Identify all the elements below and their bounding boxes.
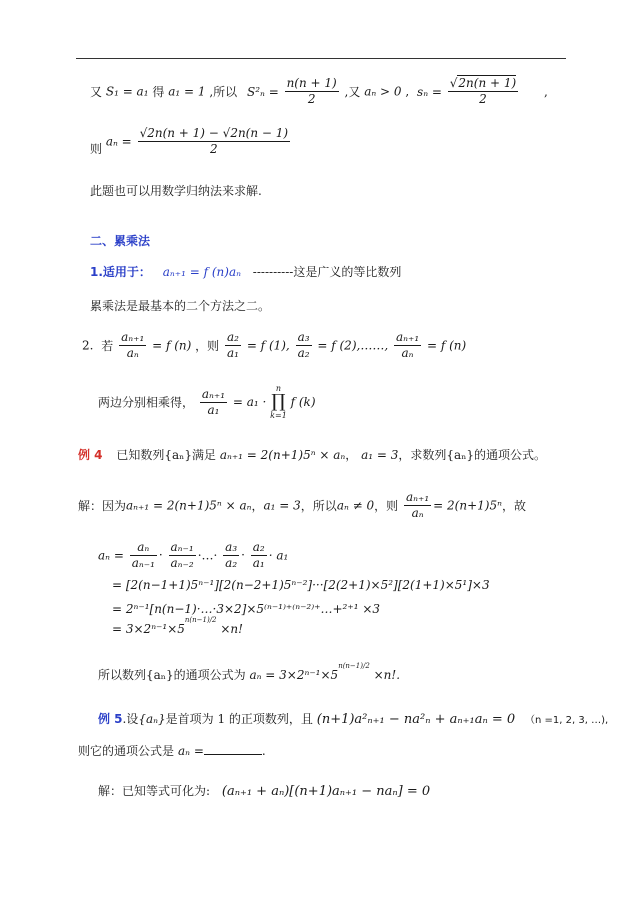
- text-ruo: 若: [101, 339, 114, 353]
- example-4-a1: a₁ = 3: [361, 448, 399, 462]
- item-1-formula: aₙ₊₁ = f (n)aₙ: [162, 265, 241, 279]
- solution-4-formula: aₙ₊₁ = 2(n+1)5ⁿ × aₙ: [126, 498, 252, 513]
- solution-5: 解：已知等式可化为: (aₙ₊₁ + aₙ)[(n+1)aₙ₊₁ − naₙ] = 0: [98, 784, 431, 799]
- fraction-an: $\frac{√2n(n + 1) - √2n(n - 1)}{2}$: [139, 126, 289, 156]
- fraction-r2: $\frac{\text{a₃}}{\text{a₂}}$: [297, 330, 310, 360]
- example-5-formula: (n+1)a²ₙ₊₁ − na²ₙ + aₙ₊₁aₙ = 0: [316, 712, 516, 727]
- conclusion: 所以数列{aₙ}的通项公式为 $a_n = 3\times 2^{n-1}\times 5^{n(n-1)/2} \times n$!.: [98, 662, 401, 682]
- text-ze: 则: [90, 142, 103, 156]
- text-suoyi: ,所以: [209, 85, 238, 99]
- text-de: 得: [152, 85, 165, 99]
- fraction-product: $\frac{\text{aₙ₊₁}}{\text{a₁}}$: [201, 386, 226, 417]
- product-rhs: = a₁ ·: [232, 395, 267, 409]
- text-basic-method: 累乘法是最基本的二个方法之二。: [90, 299, 271, 313]
- example-4-text1: 已知数列{aₙ}满足: [116, 448, 216, 462]
- formula-eq-fn: = f (n): [152, 338, 192, 353]
- formula-sn2: S²ₙ =: [246, 84, 279, 99]
- solution-4-fraction: $\frac{\text{aₙ₊₁}}{\text{aₙ}}$: [406, 490, 430, 520]
- example-5: 例 5.设{aₙ}是首项为 1 的正项数列，且 (n+1)a²ₙ₊₁ − na²ₙ + aₙ₊₁aₙ = 0 （n =1, 2, 3, …),: [98, 712, 609, 727]
- formula-eq-f2: = f (2),……,: [317, 338, 389, 353]
- section-title-2: 二、累乘法: [90, 234, 151, 248]
- chain-line-3: = 2ⁿ⁻¹[n(n−1)·…·3×2]×5⁽ⁿ⁻¹⁾⁺⁽ⁿ⁻²⁾⁺…+²⁺¹ ×3: [112, 602, 381, 616]
- formula-sn: sₙ =: [417, 84, 442, 99]
- product-fk: f (k): [290, 395, 316, 409]
- fraction-ratio: $\frac{\text{aₙ₊₁}}{\text{aₙ}}$: [121, 330, 145, 360]
- example-5-line-2: 则它的通项公式是 aₙ = .: [78, 744, 266, 758]
- solution-4: 解：因为aₙ₊₁ = 2(n+1)5ⁿ × aₙ，a₁ = 3，所以aₙ ≠ 0，则 $\frac{\text{aₙ₊₁}}{\text{aₙ}}$ = 2(n+1)5ⁿ，故: [78, 490, 526, 520]
- item-2: [82, 330, 466, 361]
- text-end-comma: ,: [544, 84, 548, 99]
- item-2-label: 2.: [82, 338, 94, 353]
- formula-an-positive: aₙ > 0: [364, 84, 402, 99]
- formula-eq-fn2: = f (n): [426, 338, 467, 353]
- text-comma: ,: [405, 84, 410, 99]
- example-4-formula: aₙ₊₁ = 2(n+1)5ⁿ × aₙ: [219, 448, 346, 462]
- item-1-label: 1.适用于：: [90, 265, 151, 279]
- example-5-label: 例 5: [98, 712, 123, 726]
- formula-an: aₙ =: [105, 134, 132, 149]
- fraction-sqrt: $\frac{√2n(n + 1)}{2}$: [449, 76, 517, 106]
- example-4-text3: ，求数列{aₙ}的通项公式。: [398, 448, 547, 462]
- formula-a1: a₁ = 1: [168, 84, 206, 99]
- text-ze-2: ，则: [195, 339, 220, 353]
- chain-line-1: aₙ = $\frac{\text{aₙ}}{\text{aₙ₋₁}}$ · $\frac{\text{aₙ₋₁}}{\text{aₙ₋₂}}$ ·…· $\frac{\text{a₃}}{\text{a₂}}$ · $\frac{\text{a₂}}{\text{a₁}}$ · a₁: [98, 540, 289, 570]
- answer-blank: [204, 744, 262, 755]
- product-line: [98, 384, 316, 420]
- item-1-note: ----------这是广义的等比数列: [252, 265, 402, 279]
- fraction-r1: $\frac{\text{a₂}}{\text{a₁}}$: [227, 330, 239, 360]
- chain-line-4: = $3\times 2^{n-1}\times 5^{n(n-1)/2} \times n$!: [112, 616, 243, 636]
- example-5-condition: （n =1, 2, 3, …),: [525, 715, 609, 726]
- fraction-sn2: $\frac{n(n + 1)}{2}$: [286, 76, 337, 106]
- item-1: [90, 263, 401, 280]
- product-label: 两边分别相乘得，: [98, 395, 195, 410]
- text-you2: ,又: [344, 85, 361, 99]
- formula-eq-f1: = f (1),: [246, 338, 290, 353]
- product-symbol: n ∏ k=1: [270, 384, 287, 420]
- line-2: [90, 126, 292, 162]
- header-rule: [76, 58, 566, 59]
- text-you: 又: [90, 85, 103, 99]
- solution-5-formula: (aₙ₊₁ + aₙ)[(n+1)aₙ₊₁ − naₙ] = 0: [221, 784, 431, 799]
- example-4-label: 例 4: [78, 448, 103, 462]
- chain-line-2: = [2(n−1+1)5ⁿ⁻¹][2(n−2+1)5ⁿ⁻²]···[2(2+1)×5²][2(1+1)×5¹]×3: [112, 578, 490, 592]
- line-1: [90, 76, 548, 112]
- example-4: 例 4 已知数列{aₙ}满足 aₙ₊₁ = 2(n+1)5ⁿ × aₙ， a₁ = 3，求数列{aₙ}的通项公式。: [78, 448, 547, 462]
- text-induction-note: 此题也可以用数学归纳法来求解.: [90, 184, 262, 198]
- formula-s1: S₁ = a₁: [105, 84, 149, 99]
- fraction-r3: $\frac{\text{aₙ₊₁}}{\text{aₙ}}$: [395, 330, 420, 360]
